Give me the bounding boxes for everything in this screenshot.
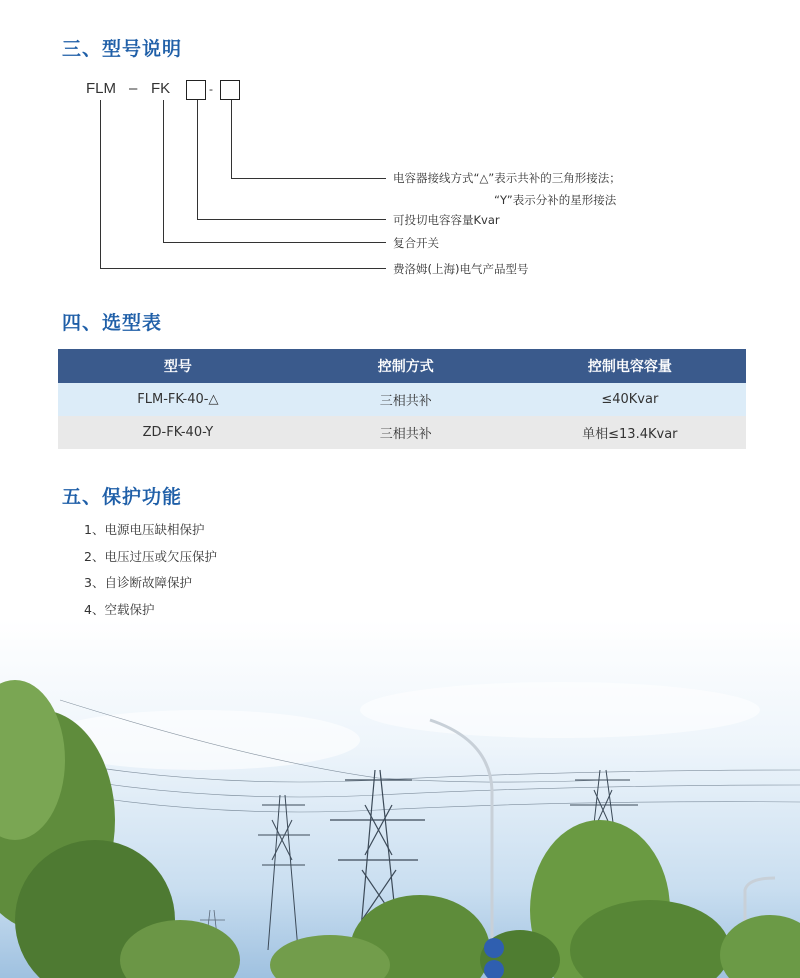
model-small-dash: - <box>209 82 213 96</box>
cell-capacity: ≤40Kvar <box>514 383 746 416</box>
table-row <box>58 416 746 449</box>
connector-connection-horizontal <box>231 178 386 179</box>
selection-table <box>58 349 746 449</box>
table-row <box>58 383 746 416</box>
label-capacity: 可投切电容容量Kvar <box>393 213 500 227</box>
header-model: 型号 <box>58 349 298 383</box>
background-scene-image <box>0 620 800 978</box>
cell-model: ZD-FK-40-Y <box>58 416 298 449</box>
section3-title: 三、型号说明 <box>62 38 183 60</box>
connector-capacity-vertical <box>197 100 198 220</box>
model-mid: FK <box>151 80 171 97</box>
cell-control-mode: 三相共补 <box>298 383 514 416</box>
header-capacity: 控制电容容量 <box>514 349 746 383</box>
header-control-mode: 控制方式 <box>298 349 514 383</box>
section5-title: 五、保护功能 <box>62 486 183 508</box>
model-box-capacity <box>186 80 206 100</box>
connector-switch-horizontal <box>163 242 386 243</box>
list-item: 4、空载保护 <box>84 601 155 617</box>
list-item: 3、自诊断故障保护 <box>84 575 192 590</box>
connector-brand-horizontal <box>100 268 386 269</box>
label-connection-line2: “Y”表示分补的星形接法 <box>494 193 617 207</box>
cell-control-mode: 三相共补 <box>298 416 514 449</box>
model-dash: – <box>129 80 138 97</box>
connector-brand-vertical <box>100 100 101 269</box>
list-item: 2、电压过压或欠压保护 <box>84 548 217 564</box>
label-connection-line1: 电容器接线方式“△”表示共补的三角形接法； <box>393 171 621 185</box>
model-box-connection <box>220 80 240 100</box>
connector-capacity-horizontal <box>197 219 386 220</box>
cell-model: FLM-FK-40-△ <box>58 383 298 416</box>
section4-title: 四、选型表 <box>62 312 163 334</box>
label-switch: 复合开关 <box>393 236 439 250</box>
model-prefix: FLM <box>86 80 116 97</box>
connector-connection-vertical <box>231 100 232 179</box>
list-item: 1、电源电压缺相保护 <box>84 522 205 537</box>
connector-switch-vertical <box>163 100 164 243</box>
cell-capacity: 单相≤13.4Kvar <box>514 416 746 449</box>
label-brand: 费洛姆(上海)电气产品型号 <box>393 262 529 276</box>
table-header-row <box>58 349 746 383</box>
